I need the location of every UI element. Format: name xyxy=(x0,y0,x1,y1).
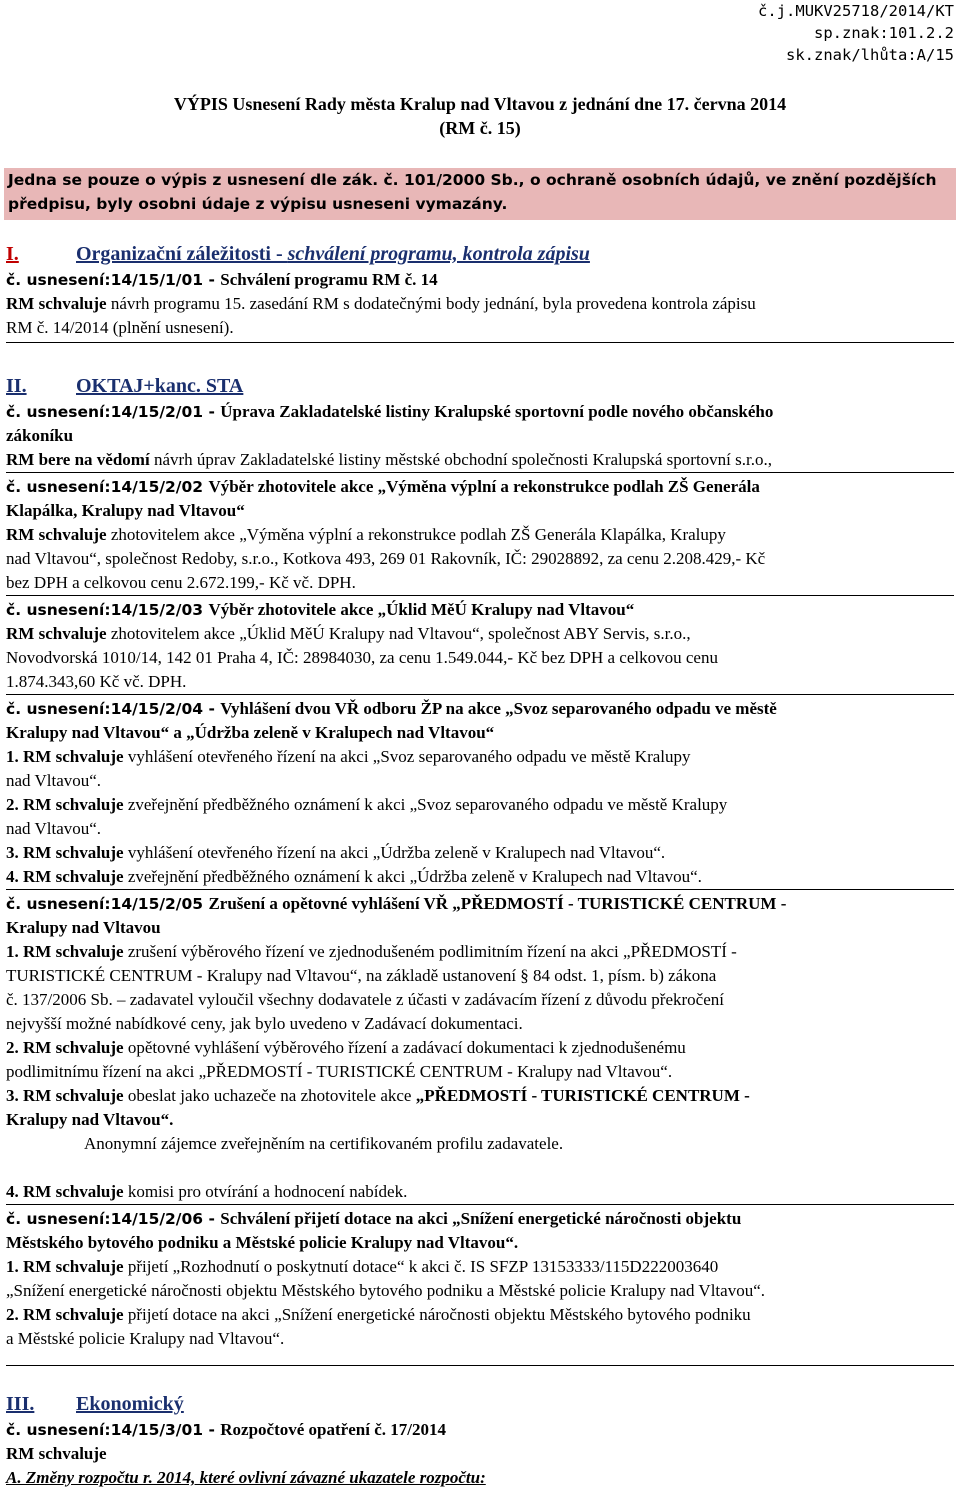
rm-verb: RM schvaluje xyxy=(6,1444,107,1463)
item-text-cont: TURISTICKÉ CENTRUM - Kralupy nad Vltavou“, na základě ustanovení § 84 odst. 1, písm. b) zákona xyxy=(6,966,717,985)
item-text-cont: a Městské policie Kralupy nad Vltavou“. xyxy=(6,1329,285,1348)
res-label: č. usnesení:14/15/2/01 - xyxy=(6,403,221,421)
section-2-number: II. xyxy=(6,375,27,397)
res-label: č. usnesení:14/15/2/05 xyxy=(6,895,209,913)
ref-shred-mark: sk.znak/lhůta:A/15 xyxy=(786,46,954,64)
res-text-cont: Novodvorská 1010/14, 142 01 Praha 4, IČ: 28984030, za cenu 1.549.044,- Kč bez DPH a celkovou cenu xyxy=(6,648,718,667)
res-title-cont: Klapálka, Kralupy nad Vltavou“ xyxy=(6,501,245,520)
res-label: č. usnesení:14/15/2/03 xyxy=(6,601,209,619)
rm-verb: RM schvaluje xyxy=(23,1182,124,1201)
rm-verb: RM schvaluje xyxy=(23,942,124,961)
res-text xyxy=(6,622,954,646)
section-1 xyxy=(6,240,954,343)
item-number: 3. xyxy=(6,843,23,862)
res-title: Schválení přijetí dotace na akci „Snížení energetické náročnosti objektu xyxy=(220,1209,742,1228)
list-item xyxy=(6,793,954,817)
list-item xyxy=(6,745,954,769)
res-title: Výběr zhotovitele akce „Úklid MěÚ Kralupy nad Vltavou“ xyxy=(208,600,635,619)
res-title: Vyhlášení dvou VŘ odboru ŽP na akce „Svoz separovaného odpadu ve městě xyxy=(220,699,777,718)
item-text: vyhlášení otevřeného řízení na akci „Údržba zeleně v Kralupech nad Vltavou“. xyxy=(123,843,666,862)
section-1-heading-b: schválení programu, kontrola zápisu xyxy=(287,243,590,265)
res-text xyxy=(6,523,954,547)
res-heading xyxy=(6,400,954,424)
item-text: vyhlášení otevřeného řízení na akci „Svoz separovaného odpadu ve městě Kralupy xyxy=(123,747,691,766)
res-title: Zrušení a opětovné vyhlášení VŘ „PŘEDMOSTÍ - TURISTICKÉ CENTRUM - xyxy=(208,894,787,913)
rm-verb: RM schvaluje xyxy=(23,1038,124,1057)
item-text: obeslat jako uchazeče na zhotovitele akce xyxy=(123,1086,416,1105)
rm-verb: RM schvaluje xyxy=(23,1086,124,1105)
list-item xyxy=(6,865,954,889)
section-3-heading xyxy=(6,1390,954,1418)
notice-line-2: předpisu, byly osobni údaje z výpisu usneseni vymazány. xyxy=(8,195,508,213)
rm-verb: RM schvaluje xyxy=(6,294,107,313)
rm-verb: RM schvaluje xyxy=(23,795,124,814)
res-label: č. usnesení:14/15/2/06 - xyxy=(6,1210,221,1228)
rm-verb: RM schvaluje xyxy=(23,1305,124,1324)
item-text-cont: nad Vltavou“. xyxy=(6,819,102,838)
res-text-cont: RM č. 14/2014 (plnění usnesení). xyxy=(6,318,234,337)
section-3 xyxy=(6,1390,954,1490)
res-title: Výběr zhotovitele akce „Výměna výplní a rekonstrukce podlah ZŠ Generála xyxy=(208,477,760,496)
item-text: zveřejnění předběžného oznámení k akci „Svoz separovaného odpadu ve městě Kralupy xyxy=(123,795,728,814)
rm-verb: RM schvaluje xyxy=(6,624,107,643)
title-line-1: VÝPIS Usnesení Rady města Kralup nad Vltavou z jednání dne 17. června 2014 xyxy=(173,94,787,114)
resolution-2-2 xyxy=(6,473,954,596)
item-number: 2. xyxy=(6,1038,23,1057)
privacy-notice xyxy=(4,168,956,220)
reference-block xyxy=(758,0,954,66)
rm-verb: RM schvaluje xyxy=(23,747,124,766)
item-text-cont: „Snížení energetické náročnosti objektu Městského bytového podniku a Městské policie Kralupy nad Vltavou“. xyxy=(6,1281,765,1300)
res-label: č. usnesení:14/15/2/04 - xyxy=(6,700,221,718)
item-number: 1. xyxy=(6,1257,23,1276)
section-3-number: III. xyxy=(6,1393,35,1415)
rm-verb: RM schvaluje xyxy=(23,867,124,886)
resolution-2-4 xyxy=(6,695,954,890)
list-item xyxy=(6,841,954,865)
res-text: návrh programu 15. zasedání RM s dodatečnými body jednání, byla provedena kontrola zápisu xyxy=(106,294,756,313)
res-heading xyxy=(6,697,954,721)
res-heading xyxy=(6,892,954,916)
section-2-heading xyxy=(6,372,954,400)
res-text-body: zhotovitelem akce „Výměna výplní a rekonstrukce podlah ZŠ Generála Klapálka, Kralupy xyxy=(106,525,726,544)
res-title: Úprava Zakladatelské listiny Kralupské sportovní podle nového občanského xyxy=(220,402,774,421)
res-title-cont: zákoníku xyxy=(6,426,74,445)
resolution-2-1 xyxy=(6,400,954,473)
res-heading xyxy=(6,1207,954,1231)
res-label: č. usnesení:14/15/2/02 xyxy=(6,478,209,496)
item-text: přijetí „Rozhodnutí o poskytnutí dotace“ k akci č. IS SFZP 13153333/115D222003640 xyxy=(123,1257,719,1276)
spacer xyxy=(6,1156,954,1180)
resolution-2-3 xyxy=(6,596,954,695)
res-title-cont: Kralupy nad Vltavou“ a „Údržba zeleně v Kralupech nad Vltavou“ xyxy=(6,723,495,742)
section-1-heading xyxy=(6,240,954,268)
rm-verb: RM schvaluje xyxy=(23,843,124,862)
resolution-3-1 xyxy=(6,1418,954,1442)
item-text: opětovné vyhlášení výběrového řízení a zadávací dokumentaci k zjednodušenému xyxy=(123,1038,686,1057)
res-text-body: návrh úprav Zakladatelské listiny městské obchodní společnosti Kralupská sportovní s.r.o., xyxy=(149,450,772,469)
item-text: přijetí dotace na akci „Snížení energetické náročnosti objektu Městského bytového podniku xyxy=(123,1305,751,1324)
resolution-1-1-text xyxy=(6,292,954,316)
res-label: č. usnesení:14/15/1/01 - xyxy=(6,271,221,289)
section-3-title: Ekonomický xyxy=(76,1393,184,1415)
res-text-cont: bez DPH a celkovou cenu 2.672.199,- Kč vč. DPH. xyxy=(6,573,356,592)
list-item xyxy=(6,1084,954,1108)
list-item xyxy=(6,1255,954,1279)
item-number: 4. xyxy=(6,1182,23,1201)
title-line-2: (RM č. 15) xyxy=(439,118,521,138)
section-2 xyxy=(6,372,954,1366)
res-heading xyxy=(6,598,954,622)
res-title-cont: Kralupy nad Vltavou xyxy=(6,918,161,937)
res-label: č. usnesení:14/15/3/01 - xyxy=(6,1421,221,1439)
resolution-1-1 xyxy=(6,268,954,292)
item-text: zveřejnění předběžného oznámení k akci „Údržba zeleně v Kralupech nad Vltavou“. xyxy=(123,867,702,886)
rm-verb: RM bere na vědomí xyxy=(6,450,150,469)
item-text-cont: Kralupy nad Vltavou“. xyxy=(6,1110,174,1129)
list-item xyxy=(6,940,954,964)
res-text-cont: 1.874.343,60 Kč vč. DPH. xyxy=(6,672,187,691)
item-number: 1. xyxy=(6,747,23,766)
res-text-cont: nad Vltavou“, společnost Redoby, s.r.o., Kotkova 493, 269 01 Rakovník, IČ: 29028892, za cenu 2.208.429,- Kč xyxy=(6,549,766,568)
item-text-cont: nejvyšší možné nabídkové ceny, jak bylo uvedeno v Zadávací dokumentaci. xyxy=(6,1014,523,1033)
list-item xyxy=(6,1303,954,1327)
item-number: 1. xyxy=(6,942,23,961)
item-text: zrušení výběrového řízení ve zjednodušeném podlimitním řízení na akci „PŘEDMOSTÍ - xyxy=(123,942,737,961)
ref-number: č.j.MUKV25718/2014/KT xyxy=(758,2,954,20)
item-number: 2. xyxy=(6,1305,23,1324)
page-title xyxy=(0,92,960,140)
resolution-2-5 xyxy=(6,890,954,1205)
notice-line-1: Jedna se pouze o výpis z usnesení dle zák. č. 101/2000 Sb., o ochraně osobních údajů, ve znění pozdějších xyxy=(8,171,937,189)
res-title-cont: Městského bytového podniku a Městské policie Kralupy nad Vltavou“. xyxy=(6,1233,519,1252)
subheading: A. Změny rozpočtu r. 2014, které ovlivní závazné ukazatele rozpočtu: xyxy=(6,1468,486,1487)
list-item xyxy=(6,1180,954,1204)
res-text xyxy=(6,448,954,472)
section-1-heading-a: Organizační záležitosti - xyxy=(76,243,288,265)
item-text-cont: nad Vltavou“. xyxy=(6,771,102,790)
rm-verb: RM schvaluje xyxy=(23,1257,124,1276)
item-text-bold: „PŘEDMOSTÍ - TURISTICKÉ CENTRUM - xyxy=(415,1086,750,1105)
section-1-number: I. xyxy=(6,243,19,265)
resolution-2-6 xyxy=(6,1205,954,1366)
item-text: komisi pro otvírání a hodnocení nabídek. xyxy=(123,1182,408,1201)
item-number: 2. xyxy=(6,795,23,814)
item-text-cont: podlimitnímu řízení na akci „PŘEDMOSTÍ - TURISTICKÉ CENTRUM - Kralupy nad Vltavou“. xyxy=(6,1062,673,1081)
item-number: 3. xyxy=(6,1086,23,1105)
ref-file-mark: sp.znak:101.2.2 xyxy=(814,24,954,42)
section-2-title: OKTAJ+kanc. STA xyxy=(76,375,244,397)
rm-verb: RM schvaluje xyxy=(6,525,107,544)
res-title: Schválení programu RM č. 14 xyxy=(220,270,438,289)
list-item xyxy=(6,1036,954,1060)
res-text-body: zhotovitelem akce „Úklid MěÚ Kralupy nad Vltavou“, společnost ABY Servis, s.r.o., xyxy=(106,624,691,643)
item-text-cont: č. 137/2006 Sb. – zadavatel vyloučil všechny dodavatele z účasti v zadávacím řízení z důvodu překročení xyxy=(6,990,724,1009)
item-note: Anonymní zájemce zveřejněním na certifikovaném profilu zadavatele. xyxy=(84,1134,564,1153)
res-title: Rozpočtové opatření č. 17/2014 xyxy=(220,1420,446,1439)
res-heading xyxy=(6,475,954,499)
item-number: 4. xyxy=(6,867,23,886)
